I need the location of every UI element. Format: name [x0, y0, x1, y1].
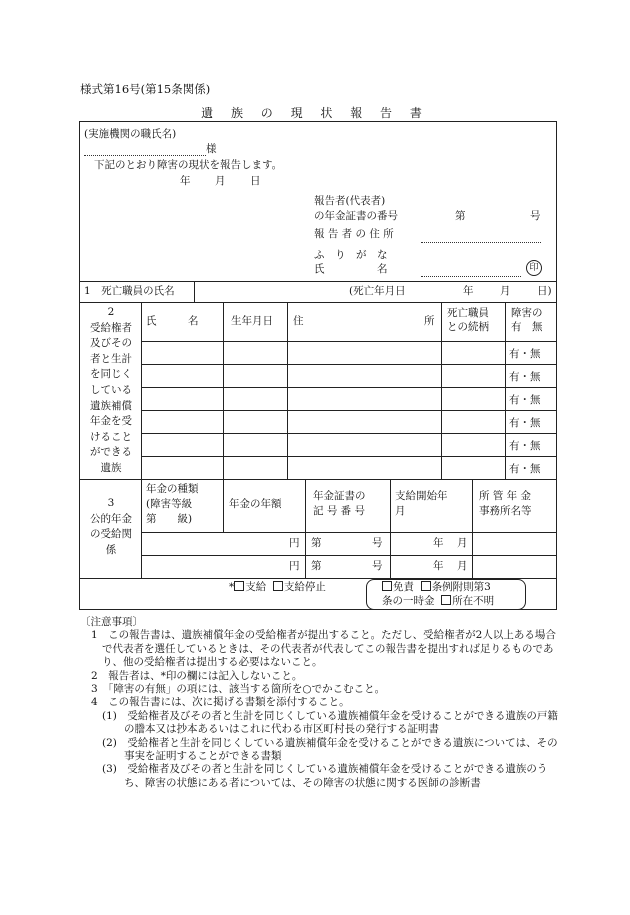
col-start-2: 月 — [395, 505, 406, 517]
disability-toggle[interactable]: 有・無 — [509, 348, 541, 360]
rule — [505, 302, 506, 479]
addressee-label: (実施機関の職氏名) — [84, 128, 177, 140]
col-disability: 障害の — [511, 307, 543, 319]
name-field[interactable] — [421, 276, 521, 277]
date-day: 日 — [250, 175, 261, 187]
rule — [141, 555, 557, 556]
start-month: 月 — [457, 537, 468, 549]
address-field[interactable] — [421, 242, 541, 243]
col-office: 所 管 年 金 — [479, 490, 532, 502]
addressee-field[interactable] — [84, 155, 206, 156]
rule — [141, 456, 557, 457]
checkbox-icon[interactable] — [382, 581, 392, 591]
col-office-2: 事務所名等 — [479, 505, 532, 517]
col-cert: 年金証書の — [313, 490, 366, 502]
col-address-end: 所 — [424, 315, 435, 327]
rule — [79, 479, 557, 480]
col-birth: 生年月日 — [231, 315, 273, 327]
cert-no-go: 号 — [530, 210, 541, 222]
death-date-label: (死亡年月日 — [349, 285, 406, 297]
rule — [79, 302, 557, 303]
note-subitem: (3) 受給権者及びその者と生計を同じくしている遺族補償年金を受けることができる遺族のうち、障害の状態にある者については、その障害の状態に関する医師の診断書 — [102, 763, 548, 789]
col-cert-2: 記 号 番 号 — [313, 505, 366, 517]
rule — [141, 387, 557, 388]
sama-suffix: 様 — [206, 143, 217, 155]
col-relation-2: との続柄 — [447, 321, 489, 333]
cert-dai: 第 — [311, 537, 322, 549]
office-use-row: * 支給 支給停止 — [229, 581, 326, 593]
section2-label: 2 受給権者 及びその 者と生計 を同じく している 遺族補償 年金を受 けること ができる 遺族 — [90, 306, 132, 474]
col-disability-2: 有 無 — [511, 321, 543, 333]
col-annual-amount: 年金の年額 — [229, 498, 282, 510]
rule — [472, 479, 473, 578]
note-subitem: (1) 受給権者及びその者と生計を同じくしている遺族補償年金を受けることができる遺族の戸籍の謄本又は抄本あるいはこれに代わる市区町村長の発行する証明書 — [102, 709, 558, 736]
rule — [194, 281, 195, 302]
document-title: 遺 族 の 現 状 報 告 書 — [201, 106, 429, 120]
death-day: 日) — [537, 285, 552, 297]
col-address-start: 住 — [293, 315, 304, 327]
address-label: 報 告 者 の 住 所 — [314, 228, 394, 240]
seal-icon: 印 — [526, 260, 542, 276]
start-year: 年 — [433, 537, 444, 549]
disability-toggle[interactable]: 有・無 — [509, 440, 541, 452]
disability-toggle[interactable]: 有・無 — [509, 417, 541, 429]
cert-go: 号 — [372, 560, 383, 572]
rule — [141, 364, 557, 365]
payment-label: 支給 — [245, 581, 267, 593]
rule — [305, 479, 306, 578]
cert-no-dai: 第 — [455, 210, 466, 222]
name-label: 氏 名 — [314, 263, 388, 275]
reporter-label: 報告者(代表者) — [314, 195, 386, 207]
disability-toggle[interactable]: 有・無 — [509, 371, 541, 383]
rule — [141, 433, 557, 434]
note-item: 4 この報告書には、次に掲げる書類を添付すること。 — [91, 696, 350, 709]
note-item: 3 「障害の有無」の項には、該当する箇所を○でかこむこと。 — [91, 683, 386, 696]
exempt-row: 免責 条例附則第3 — [382, 580, 491, 594]
notes-section — [80, 616, 560, 790]
note-item: 2 報告者は、*印の欄には記入しないこと。 — [91, 669, 303, 682]
section3-label: 3 公的年金 の受給関 係 — [90, 497, 132, 556]
start-year: 年 — [433, 560, 444, 572]
date-year: 年 — [180, 175, 191, 187]
lump-row: 条の一時金 所在不明 — [382, 595, 495, 607]
report-intro: 下記のとおり障害の現状を報告します。 — [94, 159, 283, 171]
note-item: 1 この報告書は、遺族補償年金の受給権者が提出すること。ただし、受給権者が2人以上ある場合で代表者を選任しているときは、その代表者が代表してこの報告書を提出すれば足りるものであり、他の受給権者は提出する必要はないこと。 — [91, 629, 556, 669]
rule — [390, 479, 391, 578]
disability-toggle[interactable]: 有・無 — [509, 463, 541, 475]
rule — [223, 479, 224, 532]
checkbox-icon[interactable] — [273, 581, 283, 591]
death-year: 年 — [463, 285, 474, 297]
col-pension-grade: (障害等級 — [146, 498, 193, 510]
col-name: 氏 名 — [146, 315, 199, 327]
checkbox-icon[interactable] — [441, 595, 451, 605]
col-pension-grade-2: 第 級) — [146, 513, 193, 525]
rule — [79, 281, 557, 282]
deceased-name-label: 1 死亡職員の氏名 — [84, 285, 175, 297]
rule — [141, 341, 557, 342]
col-pension-type: 年金の種類 — [146, 483, 199, 495]
rule — [287, 302, 288, 479]
yen-unit: 円 — [289, 560, 300, 572]
furigana-label: ふ り が な — [314, 249, 388, 261]
date-month: 月 — [215, 175, 226, 187]
notes-header: 〔注意事項〕 — [80, 616, 143, 628]
form-code: 様式第16号(第15条関係) — [80, 82, 211, 96]
rule — [223, 302, 224, 479]
yen-unit: 円 — [289, 537, 300, 549]
rule — [441, 302, 442, 479]
reporter-cert-label: の年金証書の番号 — [314, 210, 398, 222]
checkbox-icon[interactable] — [421, 581, 431, 591]
disability-toggle[interactable]: 有・無 — [509, 394, 541, 406]
cert-go: 号 — [372, 537, 383, 549]
note-subitem: (2) 受給権者と生計を同じくしている遺族補償年金を受けることができる遺族については、その事実を証明することができる書類 — [102, 736, 558, 763]
cert-dai: 第 — [311, 560, 322, 572]
start-month: 月 — [457, 560, 468, 572]
rule — [141, 410, 557, 411]
death-month: 月 — [500, 285, 511, 297]
stop-label: 支給停止 — [283, 581, 326, 593]
col-relation: 死亡職員 — [447, 307, 489, 319]
rule — [141, 532, 557, 533]
checkbox-icon[interactable] — [234, 581, 244, 591]
col-start: 支給開始年 — [395, 490, 448, 502]
